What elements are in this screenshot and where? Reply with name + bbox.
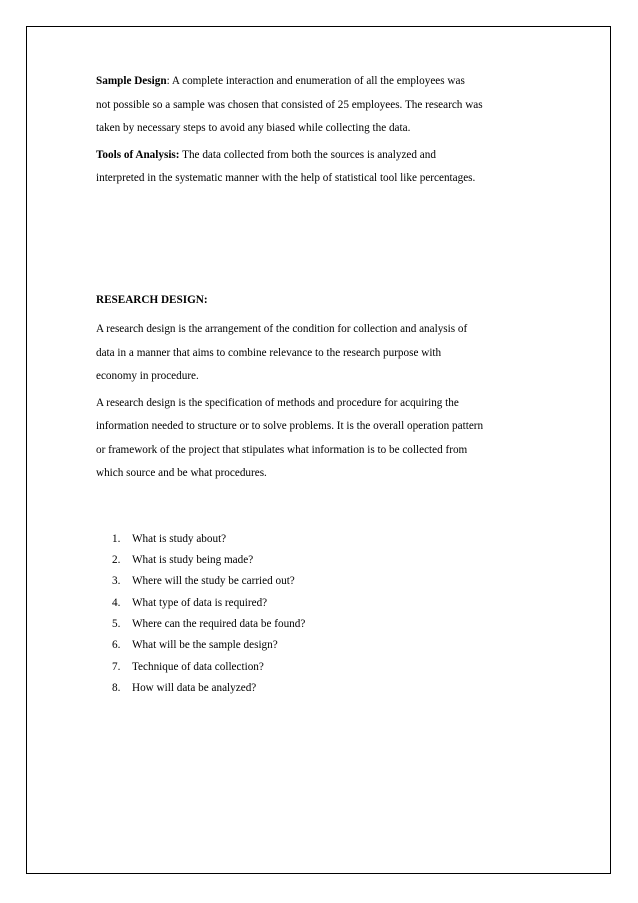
list-number: 2.	[112, 553, 121, 566]
list-item	[96, 635, 551, 656]
document-body	[96, 70, 551, 700]
list-item-text: What will be the sample design?	[132, 639, 278, 652]
research-design-heading: RESEARCH DESIGN:	[96, 293, 208, 306]
sample-design-line-1	[96, 70, 551, 94]
list-number: 1.	[112, 532, 121, 545]
tools-of-analysis-paragraph	[96, 144, 551, 191]
list-item-text: How will data be analyzed?	[132, 682, 257, 695]
tools-line-1	[96, 144, 551, 168]
list-item-text: What is study being made?	[132, 553, 254, 566]
question-list	[96, 529, 551, 700]
sample-design-paragraph	[96, 70, 551, 141]
list-number: 4.	[112, 596, 121, 609]
tools-line-2: interpreted in the systematic manner with the help of statistical tool like percentages.	[96, 172, 476, 184]
list-number: 3.	[112, 575, 121, 588]
list-item	[96, 571, 551, 592]
list-item-text: Where will the study be carried out?	[132, 575, 295, 588]
sample-design-text: : A complete interaction and enumeration of all the employees was	[166, 75, 465, 87]
list-item	[96, 593, 551, 614]
list-number: 6.	[112, 639, 121, 652]
list-number: 8.	[112, 682, 121, 695]
rd-p2-line-2: information needed to structure or to solve problems. It is the overall operation pattern	[96, 420, 484, 432]
list-item-text: Where can the required data be found?	[132, 618, 306, 631]
list-item-text: What is study about?	[132, 532, 227, 545]
rd-p1-line-2: data in a manner that aims to combine relevance to the research purpose with	[96, 346, 442, 359]
research-design-paragraph-1	[96, 318, 551, 389]
rd-p2-line-3: or framework of the project that stipulates what information is to be collected from	[96, 443, 468, 456]
sample-design-label: Sample Design	[96, 75, 167, 87]
list-item	[96, 550, 551, 571]
sample-design-line-3: taken by necessary steps to avoid any biased while collecting the data.	[96, 122, 411, 134]
rd-p2-line-4: which source and be what procedures.	[96, 467, 267, 479]
sample-design-line-2: not possible so a sample was chosen that consisted of 25 employees. The research was	[96, 98, 483, 111]
list-item-text: Technique of data collection?	[132, 660, 264, 673]
research-design-paragraph-2	[96, 392, 551, 486]
rd-p1-line-1: A research design is the arrangement of the condition for collection and analysis of	[96, 323, 468, 335]
list-item	[96, 614, 551, 635]
rd-p2-line-1: A research design is the specification of methods and procedure for acquiring the	[96, 396, 459, 409]
list-item	[96, 678, 551, 699]
list-number: 7.	[112, 660, 121, 673]
list-item	[96, 529, 551, 550]
rd-p1-line-3: economy in procedure.	[96, 370, 199, 382]
list-number: 5.	[112, 618, 121, 631]
list-item-text: What type of data is required?	[132, 596, 268, 609]
list-item	[96, 657, 551, 678]
tools-text: The data collected from both the sources is analyzed and	[179, 148, 436, 161]
tools-of-analysis-label: Tools of Analysis:	[96, 148, 180, 161]
